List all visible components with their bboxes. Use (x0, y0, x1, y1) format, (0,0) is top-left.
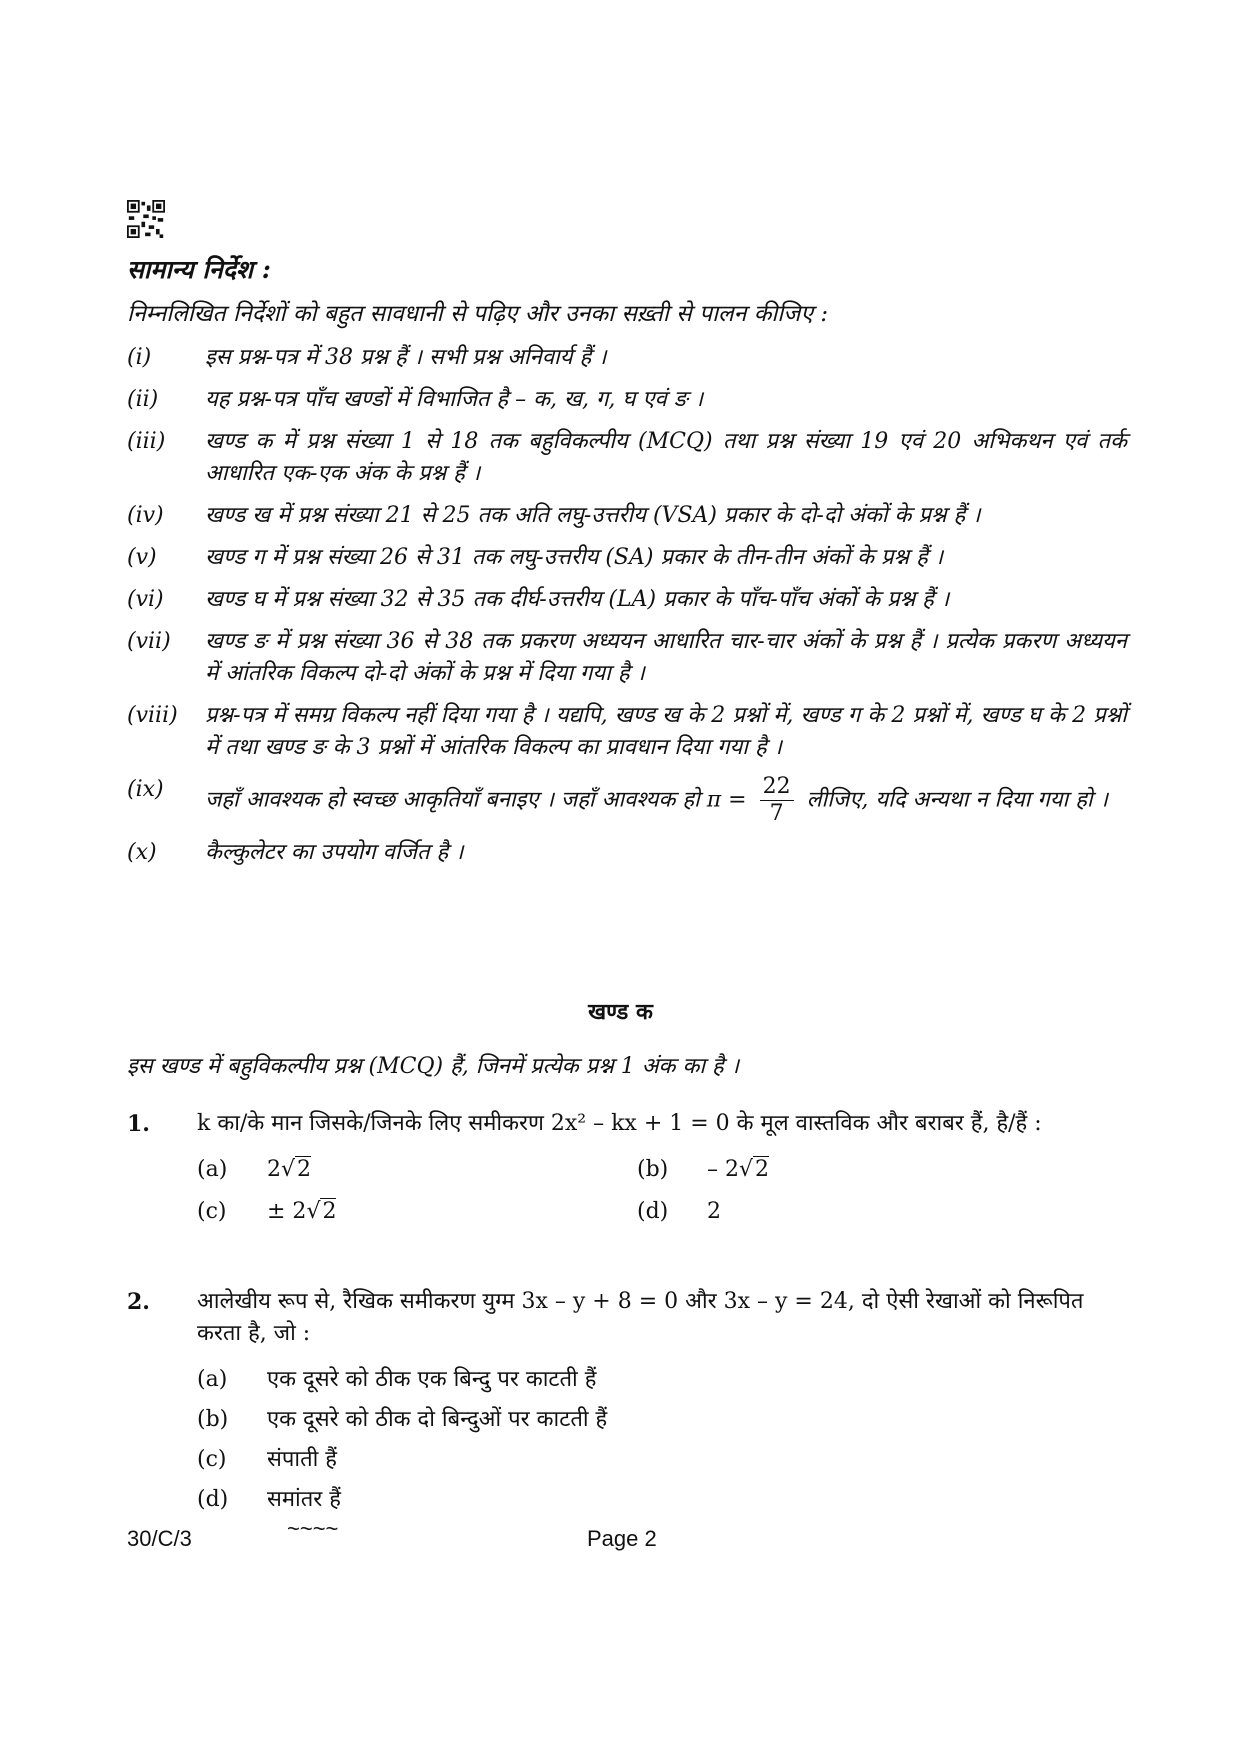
instruction-text: खण्ड ङ में प्रश्न संख्या 36 से 38 तक प्रकरण अध्ययन आधारित चार-चार अंकों के प्रश्न हैं । प्रत्येक प्रकरण अध्ययन में आंतरिक विकल्प दो-दो अंकों के प्रश्न में दिया गया है । (205, 629, 1127, 686)
instruction-number: (iv) (127, 503, 164, 528)
tilde-ornament: ~~~~ (287, 1516, 339, 1541)
option-c (197, 1444, 1127, 1476)
options-grid (197, 1154, 1127, 1228)
option-c (197, 1196, 637, 1228)
instruction-item (127, 342, 1127, 374)
instruction-number: (x) (127, 840, 157, 865)
instruction-item (127, 500, 1127, 532)
option-label: (c) (197, 1199, 227, 1224)
question-1 (127, 1108, 1127, 1228)
option-label: (d) (637, 1199, 669, 1224)
option-text: समांतर हैं (267, 1487, 341, 1512)
section-title: खण्ड क (588, 999, 653, 1025)
option-b (197, 1404, 1127, 1436)
option-d (637, 1196, 1077, 1228)
instruction-item (127, 426, 1127, 490)
question-2 (127, 1286, 1127, 1524)
options-list (197, 1364, 1127, 1516)
instruction-item (127, 626, 1127, 690)
paper-code: 30/C/3 (127, 1526, 192, 1551)
question-text: आलेखीय रूप से, रैखिक समीकरण युग्म 3x – y + 8 = 0 और 3x – y = 24, दो ऐसी रेखाओं को निरूपित करता है, जो : (197, 1289, 1084, 1346)
instructions-intro: निम्नलिखित निर्देशों को बहुत सावधानी से पढ़िए और उनका सख़्ती से पालन कीजिए : (127, 301, 829, 327)
general-instructions-heading: सामान्य निर्देश : (127, 255, 271, 284)
fraction-denominator: 7 (769, 801, 784, 826)
instruction-number: (viii) (127, 703, 178, 728)
option-value: 2 (707, 1199, 721, 1224)
instruction-number: (ix) (127, 777, 164, 802)
option-text: संपाती हैं (267, 1447, 337, 1472)
question-number: 1. (127, 1111, 150, 1137)
option-b (637, 1154, 1077, 1186)
instruction-number: (v) (127, 545, 157, 570)
option-label: (a) (197, 1157, 228, 1182)
instruction-number: (ii) (127, 387, 159, 412)
instruction-text: खण्ड क में प्रश्न संख्या 1 से 18 तक बहुविकल्पीय (MCQ) तथा प्रश्न संख्या 19 एवं 20 अभिकथन एवं तर्क आधारित एक-एक अंक के प्रश्न हैं । (205, 429, 1127, 486)
instruction-text: खण्ड ग में प्रश्न संख्या 26 से 31 तक लघु-उत्तरीय (SA) प्रकार के तीन-तीन अंकों के प्रश्न हैं । (205, 545, 944, 570)
instruction-item (127, 584, 1127, 616)
instruction-item (127, 837, 1127, 869)
question-number: 2. (127, 1289, 150, 1315)
instruction-number: (vii) (127, 629, 171, 654)
instruction-text-before: जहाँ आवश्यक हो स्वच्छ आकृतियाँ बनाइए । जहाँ आवश्यक हो π = (205, 787, 747, 813)
fraction-numerator: 22 (760, 774, 794, 801)
instruction-text-after: लीजिए, यदि अन्यथा न दिया गया हो । (806, 787, 1108, 813)
option-value: ± 2√2 (267, 1199, 337, 1224)
qr-code-icon (127, 200, 165, 238)
option-value: 2√2 (267, 1157, 312, 1182)
option-text: एक दूसरे को ठीक दो बिन्दुओं पर काटती हैं (267, 1407, 608, 1432)
instruction-text: यह प्रश्न-पत्र पाँच खण्डों में विभाजित है – क, ख, ग, घ एवं ङ । (205, 387, 704, 412)
pi-fraction (760, 774, 794, 827)
instruction-text: खण्ड घ में प्रश्न संख्या 32 से 35 तक दीर्घ-उत्तरीय (LA) प्रकार के पाँच-पाँच अंकों के प्रश्न हैं । (205, 587, 950, 612)
instruction-item (127, 774, 1127, 827)
instructions-list (127, 342, 1127, 879)
instruction-number: (iii) (127, 429, 166, 454)
instruction-text: इस प्रश्न-पत्र में 38 प्रश्न हैं । सभी प्रश्न अनिवार्य हैं । (205, 345, 607, 370)
instruction-text: खण्ड ख में प्रश्न संख्या 21 से 25 तक अति लघु-उत्तरीय (VSA) प्रकार के दो-दो अंकों के प्रश्न हैं । (205, 503, 981, 528)
option-label: (d) (197, 1487, 229, 1512)
instruction-number: (i) (127, 345, 152, 370)
instruction-text: प्रश्न-पत्र में समग्र विकल्प नहीं दिया गया है । यद्यपि, खण्ड ख के 2 प्रश्नों में, खण्ड ग के 2 प्रश्नों में, खण्ड घ के 2 प्रश्नों में तथा खण्ड ङ के 3 प्रश्नों में आंतरिक विकल्प का प्रावधान दिया गया है । (205, 703, 1127, 760)
section-description: इस खण्ड में बहुविकल्पीय प्रश्न (MCQ) हैं, जिनमें प्रत्येक प्रश्न 1 अंक का है । (127, 1054, 740, 1079)
instruction-number: (vi) (127, 587, 164, 612)
option-label: (a) (197, 1367, 228, 1392)
option-label: (b) (197, 1407, 229, 1432)
question-text: k का/के मान जिसके/जिनके लिए समीकरण 2x² – kx + 1 = 0 के मूल वास्तविक और बराबर हैं, है/हैं : (197, 1111, 1042, 1136)
instruction-item (127, 542, 1127, 574)
option-a (197, 1364, 1127, 1396)
option-d (197, 1484, 1127, 1516)
option-label: (c) (197, 1447, 227, 1472)
instruction-item (127, 700, 1127, 764)
option-a (197, 1154, 637, 1186)
page-number: Page 2 (587, 1526, 657, 1551)
instruction-text: कैल्कुलेटर का उपयोग वर्जित है । (205, 840, 464, 865)
instruction-item (127, 384, 1127, 416)
option-label: (b) (637, 1157, 669, 1182)
option-value: – 2√2 (707, 1157, 770, 1182)
instruction-text (205, 774, 1127, 827)
option-text: एक दूसरे को ठीक एक बिन्दु पर काटती हैं (267, 1367, 597, 1392)
